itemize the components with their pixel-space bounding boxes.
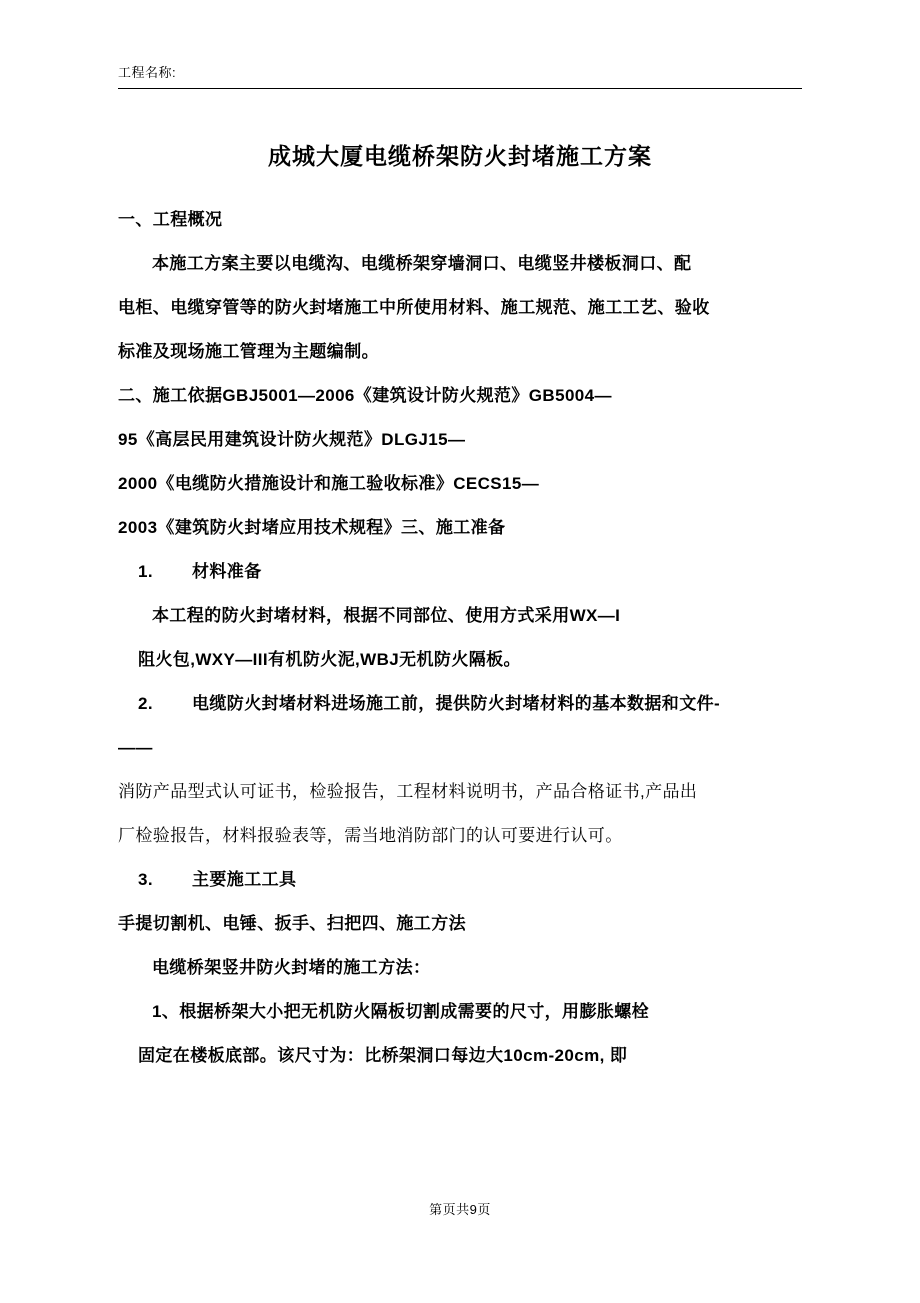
paragraph-heading-overview: 一、工程概况 bbox=[118, 210, 223, 230]
paragraph-basis-line1: 二、施工依据GBJ5001—2006《建筑设计防火规范》GB5004— bbox=[118, 386, 612, 406]
list-item-material-prep bbox=[118, 550, 802, 594]
page-number-label: 第页共9页 bbox=[429, 1202, 491, 1217]
list-item-number: 3. bbox=[138, 870, 153, 890]
paragraph-method-step1-line2: 固定在楼板底部。该尺寸为：比桥架洞口每边大10cm-20cm, 即 bbox=[138, 1046, 628, 1066]
paragraph-tools-list: 手提切割机、电锤、扳手、扫把四、施工方法 bbox=[118, 914, 466, 934]
list-item-number: 1. bbox=[138, 562, 153, 582]
paragraph-material-line1: 本工程的防火封堵材料，根据不同部位、使用方式采用WX—I bbox=[152, 606, 621, 626]
page-title: 成城大厦电缆桥架防火封堵施工方案 bbox=[268, 143, 652, 169]
paragraph-dash-line: —— bbox=[118, 738, 153, 758]
paragraph-documents-line2: 厂检验报告，材料报验表等，需当地消防部门的认可要进行认可。 bbox=[118, 826, 623, 846]
project-name-label: 工程名称: bbox=[118, 65, 177, 80]
page-footer bbox=[0, 1199, 920, 1218]
paragraph-overview-line1: 本施工方案主要以电缆沟、电缆桥架穿墙洞口、电缆竖井楼板洞口、配 bbox=[152, 254, 692, 274]
list-item-label: 材料准备 bbox=[192, 562, 262, 582]
paragraph-material-line2: 阻火包,WXY—III有机防火泥,WBJ无机防火隔板。 bbox=[138, 650, 521, 670]
paragraph-basis-line3: 2000《电缆防火措施设计和施工验收标准》CECS15— bbox=[118, 474, 540, 494]
paragraph-basis-line4: 2003《建筑防火封堵应用技术规程》三、施工准备 bbox=[118, 518, 506, 538]
paragraph-overview-line3: 标准及现场施工管理为主题编制。 bbox=[118, 342, 379, 362]
paragraph-documents-line1: 消防产品型式认可证书，检验报告，工程材料说明书，产品合格证书,产品出 bbox=[118, 782, 698, 802]
paragraph-overview-line2: 电柜、电缆穿管等的防火封堵施工中所使用材料、施工规范、施工工艺、验收 bbox=[118, 298, 710, 318]
list-item-label: 主要施工工具 bbox=[192, 870, 297, 890]
list-item-number: 2. bbox=[138, 694, 153, 714]
header-divider bbox=[118, 88, 802, 89]
list-item-tools bbox=[118, 858, 802, 902]
document-body bbox=[118, 140, 802, 1078]
list-item-label: 电缆防火封堵材料进场施工前，提供防火封堵材料的基本数据和文件- bbox=[192, 694, 721, 714]
paragraph-method-step1-line1: 1、根据桥架大小把无机防火隔板切割成需要的尺寸，用膨胀螺栓 bbox=[152, 1002, 650, 1022]
paragraph-method-intro: 电缆桥架竖井防火封堵的施工方法： bbox=[152, 958, 431, 978]
page-header bbox=[118, 62, 802, 81]
list-item-material-entry bbox=[118, 682, 802, 726]
paragraph-basis-line2: 95《高层民用建筑设计防火规范》DLGJ15— bbox=[118, 430, 466, 450]
